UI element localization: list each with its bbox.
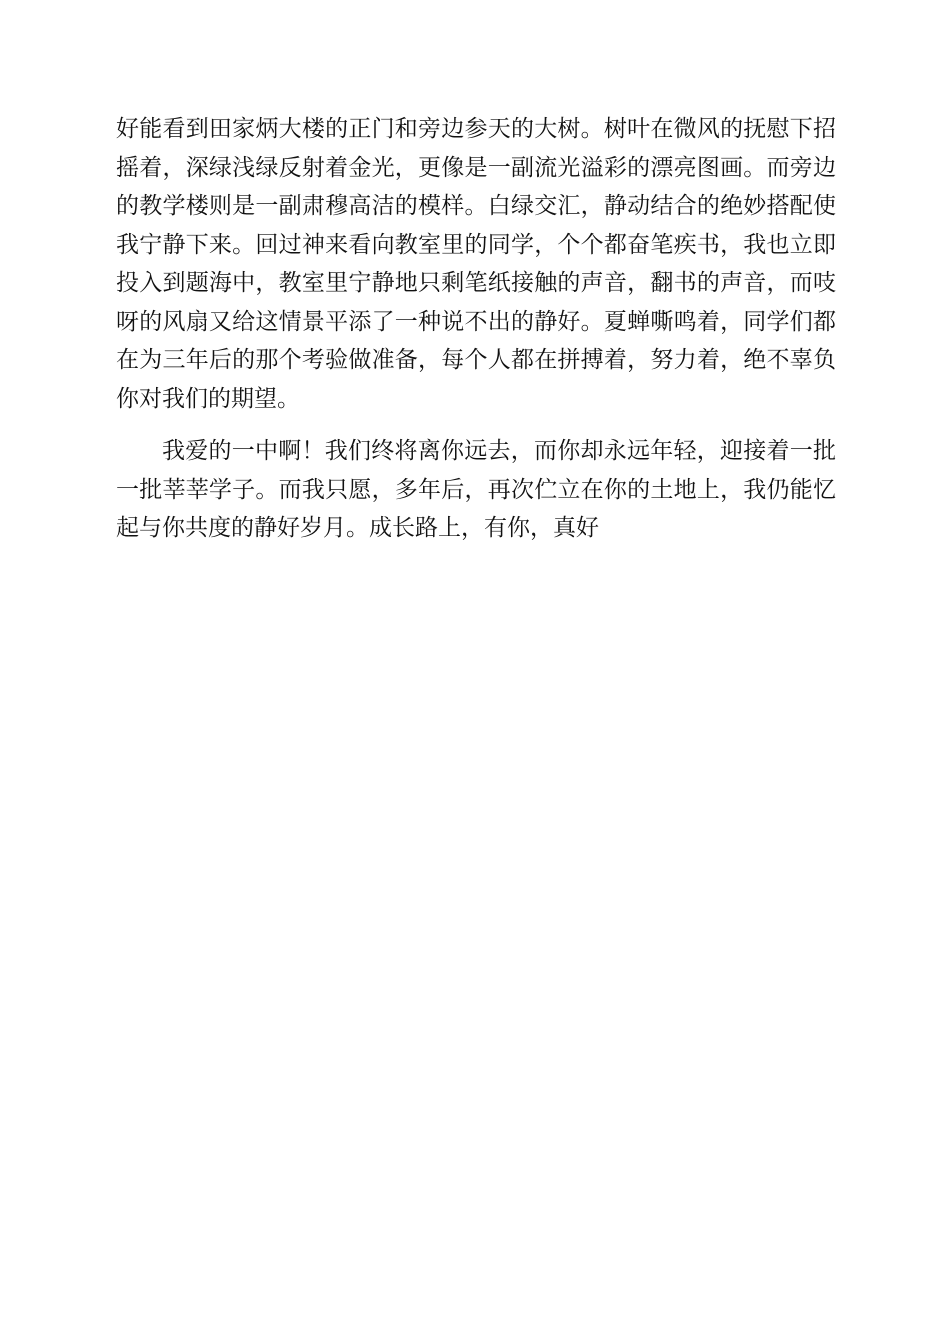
- document-body: [116, 110, 836, 548]
- paragraph-closing: 我爱的一中啊！我们终将离你远去，而你却永远年轻，迎接着一批一批莘莘学子。而我只愿，多年后，再次伫立在你的土地上，我仍能忆起与你共度的静好岁月。成长路上，有你，真好: [116, 438, 836, 541]
- paragraph-continuation: 好能看到田家炳大楼的正门和旁边参天的大树。树叶在微风的抚慰下招摇着，深绿浅绿反射着金光，更像是一副流光溢彩的漂亮图画。而旁边的教学楼则是一副肃穆高洁的模样。白绿交汇，静动结合的绝妙搭配使我宁静下来。回过神来看向教室里的同学，个个都奋笔疾书，我也立即投入到题海中，教室里宁静地只剩笔纸接触的声音，翻书的声音，而吱呀的风扇又给这情景平添了一种说不出的静好。夏蝉嘶鸣着，同学们都在为三年后的那个考验做准备，每个人都在拼搏着，努力着，绝不辜负你对我们的期望。: [116, 116, 836, 412]
